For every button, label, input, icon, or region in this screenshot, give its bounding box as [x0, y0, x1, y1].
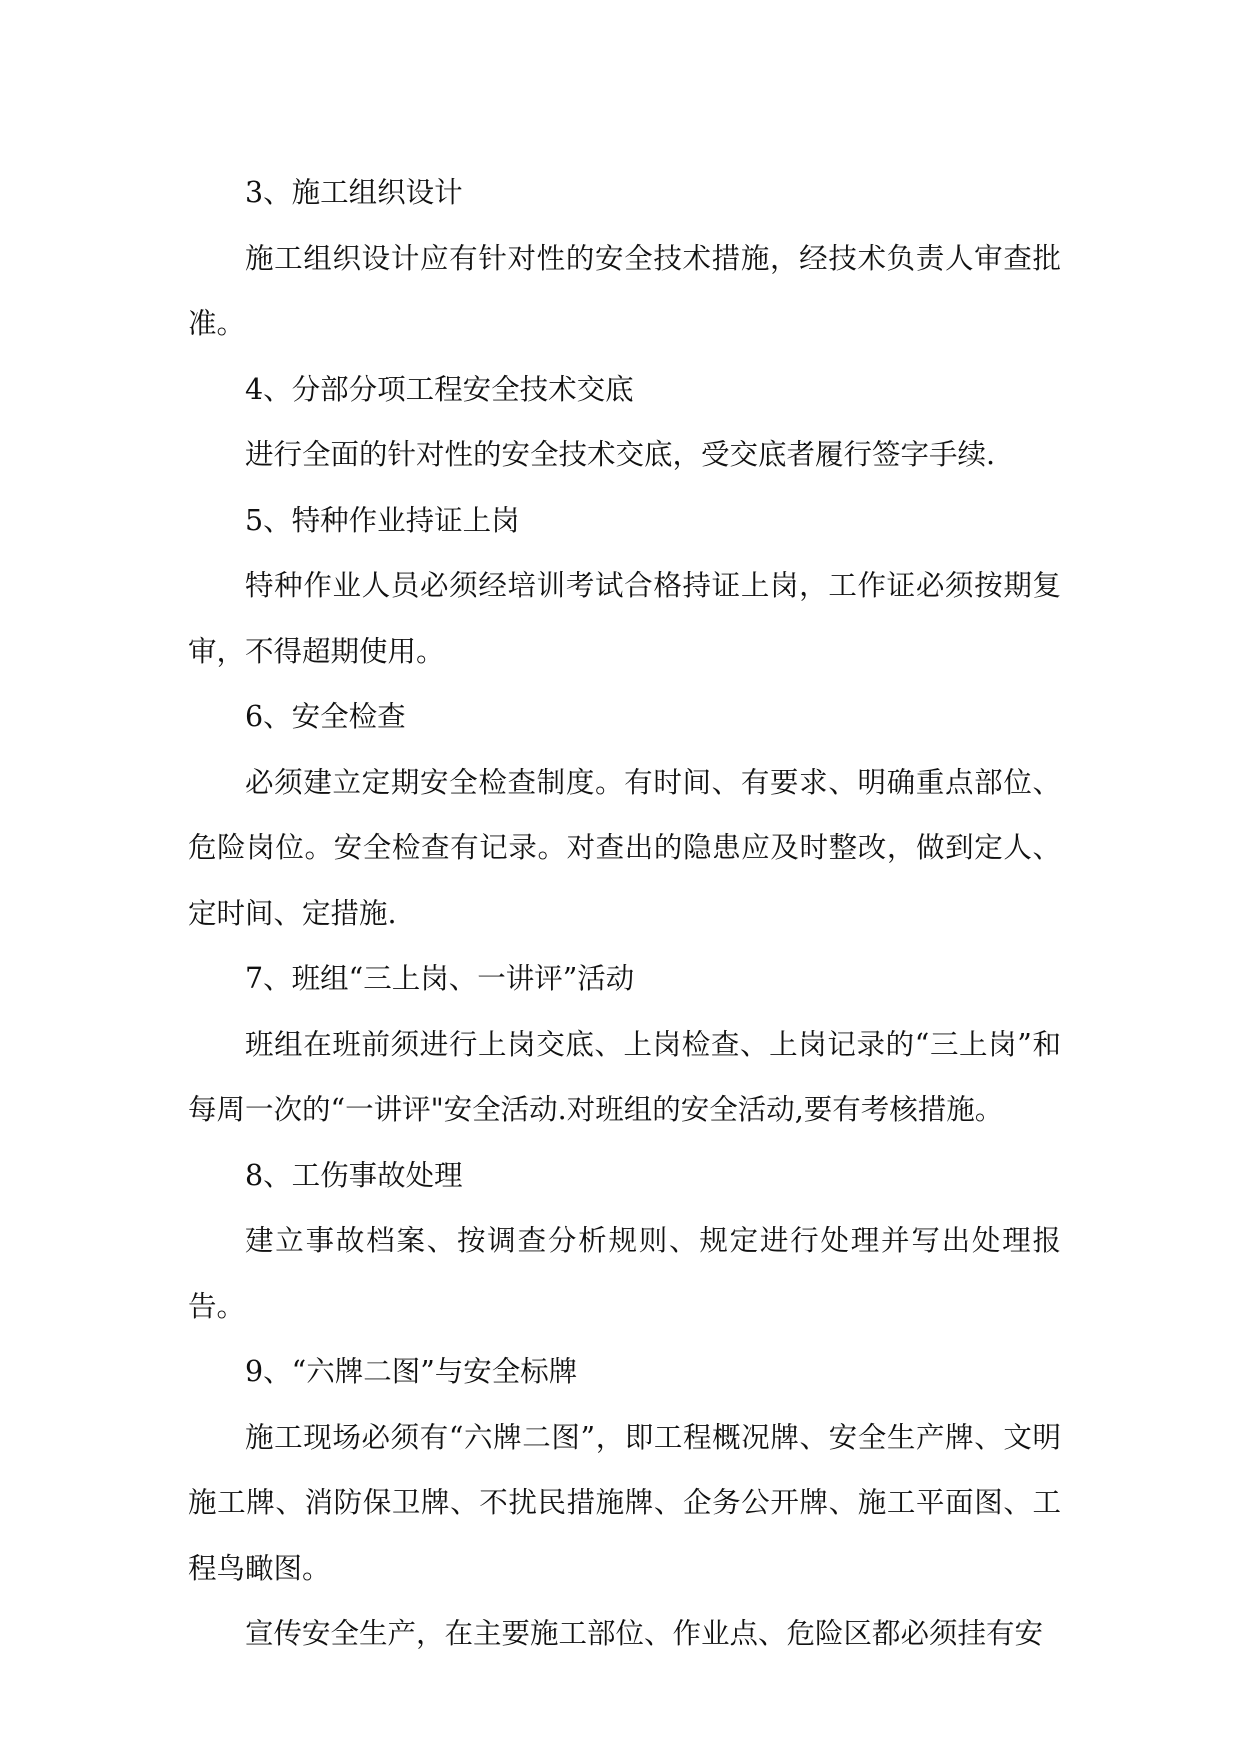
section-heading-special-operations: 5、特种作业持证上岗	[245, 503, 520, 537]
paragraph-signboards: 施工现场必须有“六牌二图”，即工程概况牌、安全生产牌、文明施工牌、消防保卫牌、不扰民措施牌、企务公开牌、施工平面图、工程鸟瞰图。	[188, 1420, 1061, 1585]
section-heading-signboards: 9、“六牌二图”与安全标牌	[245, 1355, 578, 1388]
paragraph-safety-publicity: 宣传安全生产，在主要施工部位、作业点、危险区都必须挂有安	[245, 1617, 1044, 1650]
section-heading-technical-briefing: 4、分部分项工程安全技术交底	[245, 372, 634, 406]
section-heading-construction-design: 3、施工组织设计	[245, 176, 463, 209]
section-heading-accident-handling: 8、工伤事故处理	[245, 1158, 463, 1192]
paragraph-safety-inspection: 必须建立定期安全检查制度。有时间、有要求、明确重点部位、危险岗位。安全检查有记录。对查出的隐患应及时整改，做到定人、定时间、定措施.	[188, 765, 1061, 930]
paragraph-special-operations: 特种作业人员必须经培训考试合格持证上岗，工作证必须按期复审，不得超期使用。	[188, 569, 1061, 668]
paragraph-construction-design: 施工组织设计应有针对性的安全技术措施，经技术负责人审查批准。	[188, 241, 1061, 340]
section-heading-team-activity: 7、班组“三上岗、一讲评”活动	[245, 962, 635, 995]
paragraph-accident-handling: 建立事故档案、按调查分析规则、规定进行处理并写出处理报告。	[188, 1224, 1061, 1323]
paragraph-technical-briefing: 进行全面的针对性的安全技术交底，受交底者履行签字手续.	[245, 438, 996, 471]
paragraph-team-activity: 班组在班前须进行上岗交底、上岗检查、上岗记录的“三上岗”和每周一次的“一讲评"安全活动.对班组的安全活动,要有考核措施。	[188, 1027, 1061, 1126]
section-heading-safety-inspection: 6、安全检查	[245, 700, 406, 733]
